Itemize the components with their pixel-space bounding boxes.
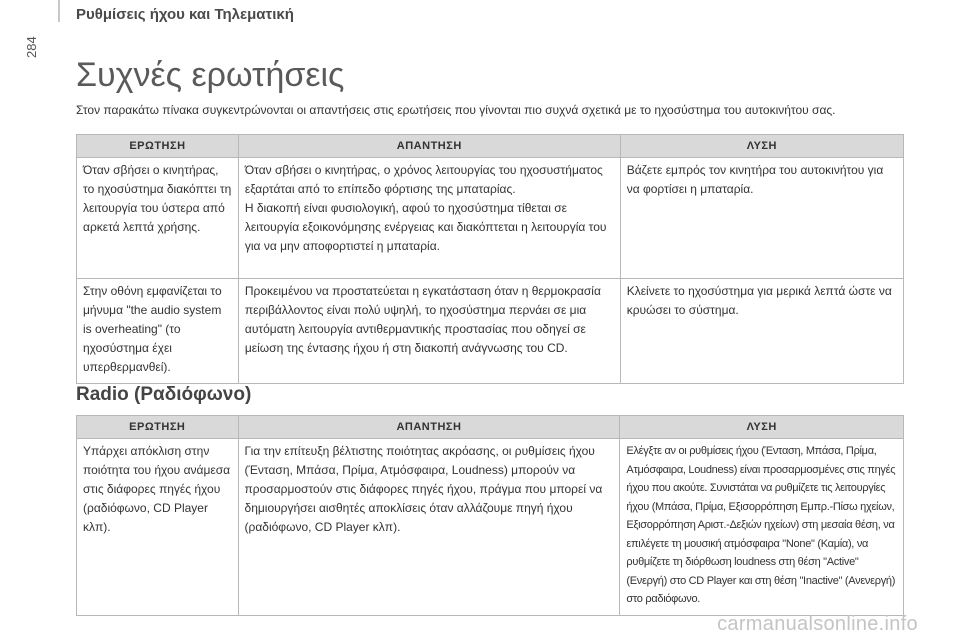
answer-header: ΑΠΑΝΤΗΣΗ [238, 135, 620, 158]
question-cell: Στην οθόνη εμφανίζεται το μήνυμα "the audio system is overheating" (το ηχοσύστημα έχει υπερθερμανθεί). [77, 279, 239, 384]
table-header-row [77, 416, 904, 439]
page-title: Συχνές ερωτήσεις [76, 56, 345, 94]
watermark-text: carmanualsonline.info [717, 613, 918, 635]
question-header: ΕΡΩΤΗΣΗ [77, 135, 239, 158]
table-row [77, 279, 904, 384]
section-title: Ρυθμίσεις ήχου και Τηλεματική [76, 6, 294, 23]
answer-header: ΑΠΑΝΤΗΣΗ [238, 416, 620, 439]
header-divider [58, 0, 60, 22]
table-row [77, 158, 904, 279]
faq-table [76, 134, 904, 384]
page-number: 284 [24, 36, 39, 58]
solution-cell: Κλείνετε το ηχοσύστημα για μερικά λεπτά ώστε να κρυώσει το σύστημα. [620, 279, 903, 384]
table-row [77, 439, 904, 616]
answer-cell: Για την επίτευξη βέλτιστης ποιότητας ακρόασης, οι ρυθμίσεις ήχου (Ένταση, Μπάσα, Πρίμα, Ατμόσφαιρα, Loudness) μπορούν να προσαρμοστούν στις διάφορες πηγές ήχου, πράγμα που μπορεί να δημιουργήσει αισθητές αποκλίσεις όταν αλλάζουμε πηγή ήχου (ραδιόφωνο, CD Player κλπ). [238, 439, 620, 616]
solution-cell: Βάζετε εμπρός τον κινητήρα του αυτοκινήτου για να φορτίσει η μπαταρία. [620, 158, 903, 279]
table-header-row [77, 135, 904, 158]
solution-header: ΛΥΣΗ [620, 416, 904, 439]
question-cell: Όταν σβήσει ο κινητήρας, το ηχοσύστημα διακόπτει τη λειτουργία του ύστερα από αρκετά λεπτά χρήσης. [77, 158, 239, 279]
intro-text: Στον παρακάτω πίνακα συγκεντρώνονται οι απαντήσεις στις ερωτήσεις που γίνονται πιο συχνά σχετικά με το ηχοσύστημα του αυτοκινήτου σας. [76, 103, 836, 117]
radio-section-title: Radio (Ραδιόφωνο) [76, 384, 252, 405]
solution-cell: Ελέγξτε αν οι ρυθμίσεις ήχου (Ένταση, Μπάσα, Πρίμα, Ατμόσφαιρα, Loudness) είναι προσαρμοσμένες στις πηγές ήχου που ακούτε. Συνιστάται να ρυθμίζετε τις λειτουργίες ήχου (Μπάσα, Πρίμα, Εξισορρόπηση Εμπρ.-Πίσω ηχείων, Εξισορρόπηση Αριστ.-Δεξιών ηχείων) στη μεσαία θέση, να επιλέγετε τη μουσική ατμόσφαιρα "None" (Καμία), να ρυθμίζετε τη διόρθωση loudness στη θέση "Active" (Ενεργή) στο CD Player και στη θέση "Inactive" (Ανενεργή) στο ραδιόφωνο. [620, 439, 904, 616]
answer-cell: Όταν σβήσει ο κινητήρας, ο χρόνος λειτουργίας του ηχοσυστήματος εξαρτάται από το επίπεδο φόρτισης της μπαταρίας. Η διακοπή είναι φυσιολογική, αφού το ηχοσύστημα τίθεται σε λειτουργία εξοικονόμησης ενέργειας και διακόπτεται η λειτουργία του για να μην αποφορτιστεί η μπαταρία. [238, 158, 620, 279]
solution-header: ΛΥΣΗ [620, 135, 903, 158]
answer-cell: Προκειμένου να προστατεύεται η εγκατάσταση όταν η θερμοκρασία περιβάλλοντος είναι πολύ υψηλή, το ηχοσύστημα περνάει σε μια αυτόματη λειτουργία αντιθερμαντικής προστασίας που οδηγεί σε μείωση της έντασης ήχου ή στη διακοπή ανάγνωσης του CD. [238, 279, 620, 384]
radio-table [76, 415, 904, 616]
question-cell: Υπάρχει απόκλιση στην ποιότητα του ήχου ανάμεσα στις διάφορες πηγές ήχου (ραδιόφωνο, CD Player κλπ). [77, 439, 239, 616]
question-header: ΕΡΩΤΗΣΗ [77, 416, 239, 439]
